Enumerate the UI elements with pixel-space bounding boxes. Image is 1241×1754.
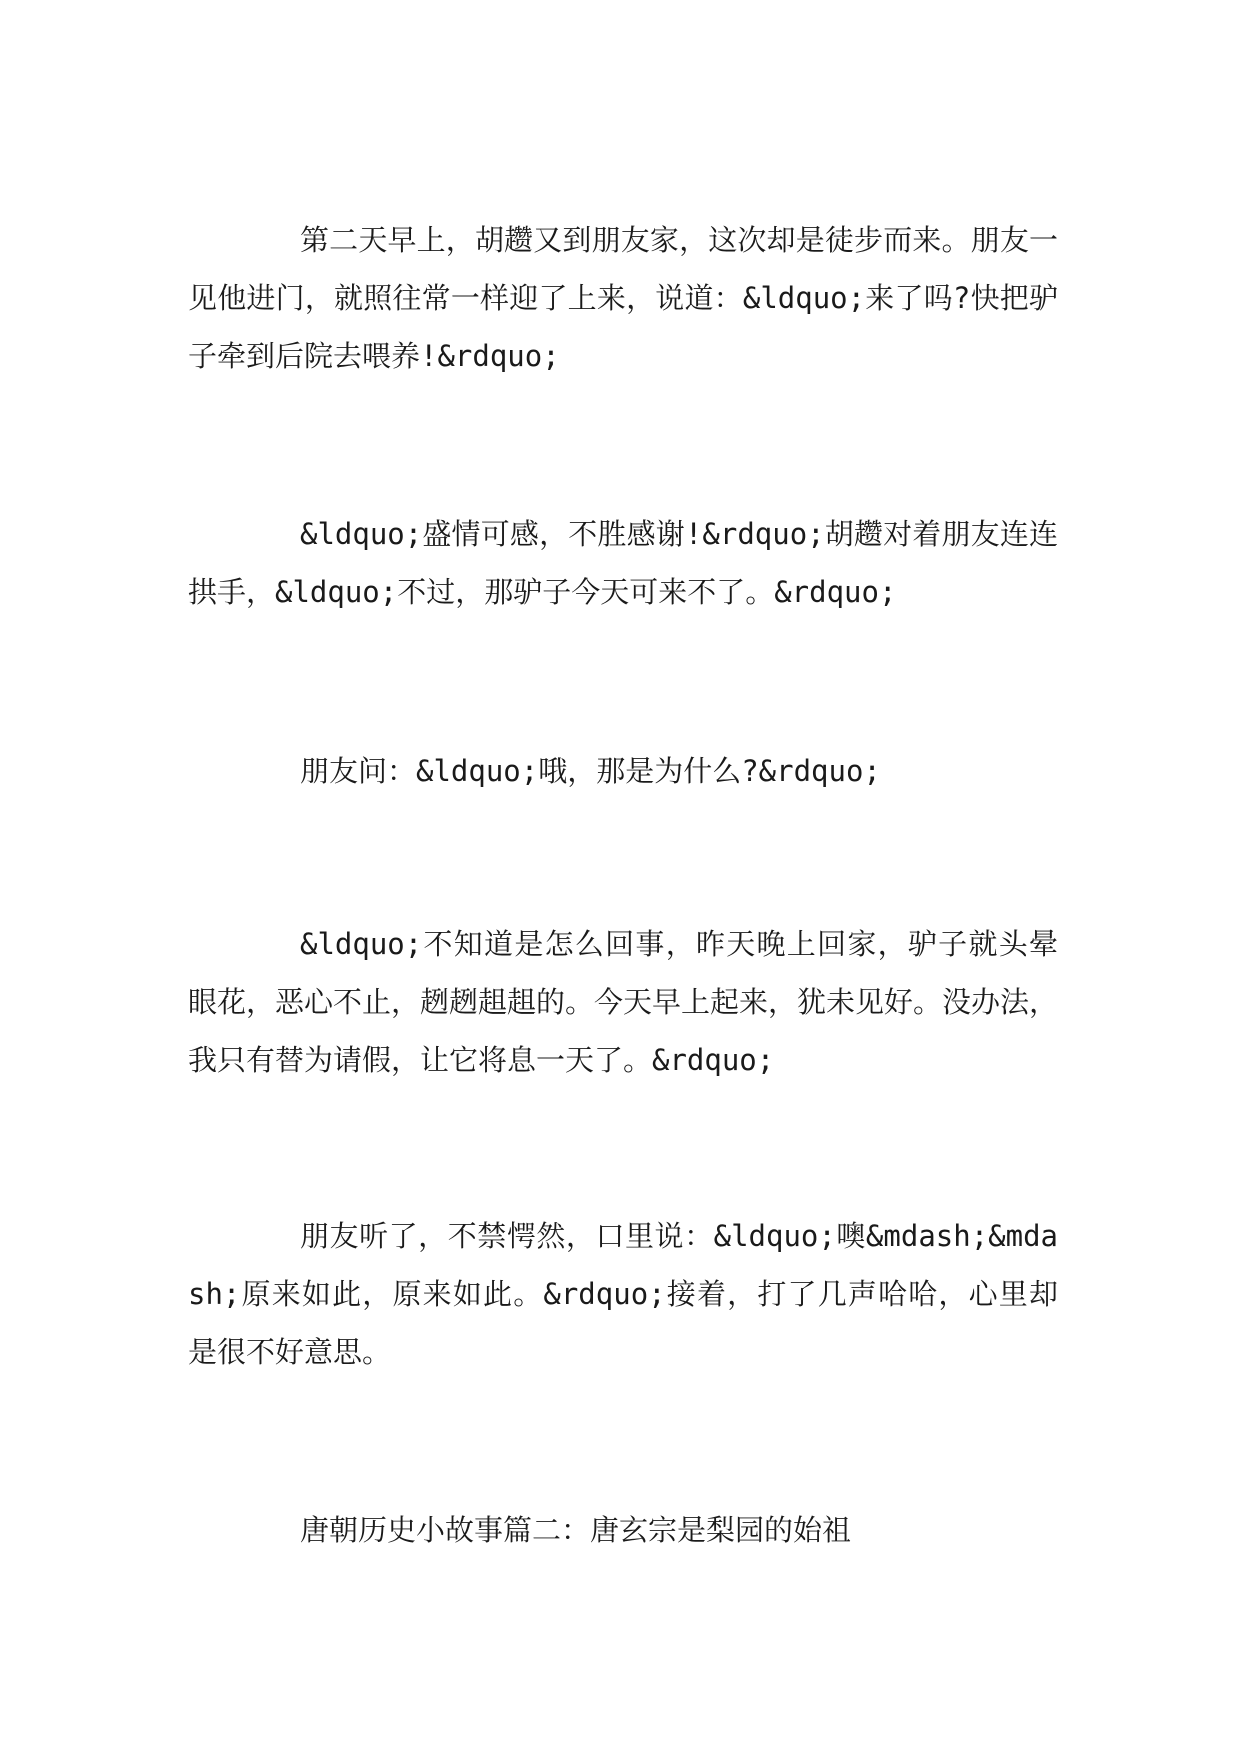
paragraph: 朋友听了，不禁愕然，口里说：&ldquo;噢&mdash;&mdash;原来如此，原来如此。&rdquo;接着，打了几声哈哈，心里却是很不好意思。 <box>188 1219 1058 1369</box>
section-heading: 唐朝历史小故事篇二：唐玄宗是梨园的始祖 <box>300 1513 852 1547</box>
paragraph: 朋友问：&ldquo;哦，那是为什么?&rdquo; <box>300 754 881 788</box>
paragraph: &ldquo;盛情可感，不胜感谢!&rdquo;胡趱对着朋友连连拱手，&ldquo;不过，那驴子今天可来不了。&rdquo; <box>188 517 1058 609</box>
paragraph: 第二天早上，胡趱又到朋友家，这次却是徒步而来。朋友一见他进门，就照往常一样迎了上来，说道：&ldquo;来了吗?快把驴子牵到后院去喂养!&rdquo; <box>188 223 1058 373</box>
paragraph: &ldquo;不知道是怎么回事，昨天晚上回家，驴子就头晕眼花，恶心不止，趔趔趄趄的。今天早上起来，犹未见好。没办法，我只有替为请假，让它将息一天了。&rdquo; <box>188 927 1059 1077</box>
